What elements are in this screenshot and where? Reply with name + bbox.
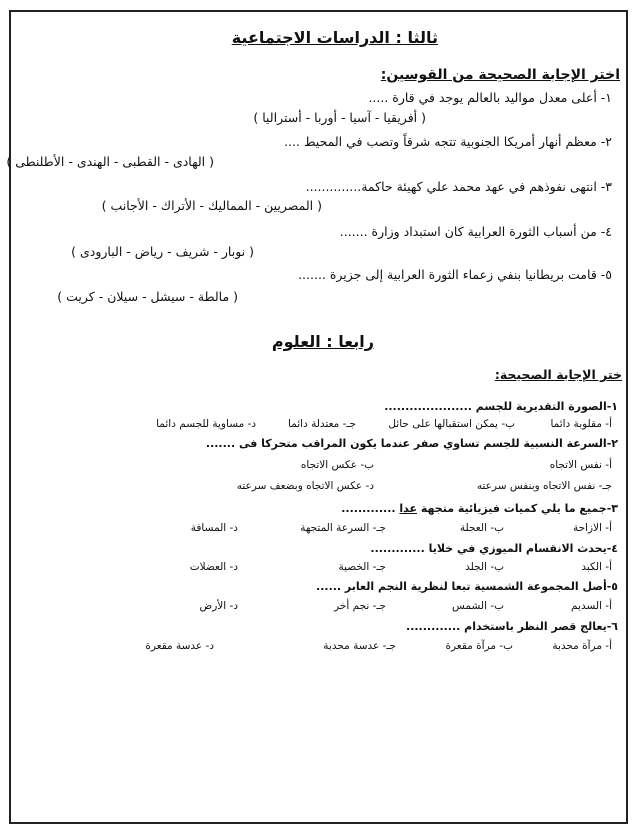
science-q5-option-a: أ- السديم — [571, 600, 612, 612]
science-q1-option-b: ب- يمكن استقبالها على حائل — [388, 418, 515, 430]
science-question-1: ١-الصورة التقديرية للجسم ..................... — [384, 400, 618, 413]
social-question-4: ٤- من أسباب الثورة العرابية كان استبداد وزارة ....... — [339, 224, 612, 239]
science-question-6: ٦-يعالج قصر النظر باستخدام ............. — [406, 620, 618, 633]
social-choices-3: ( المصريين - المماليك - الأتراك - الأجانب ) — [101, 198, 322, 213]
social-question-1: ١- أعلى معدل مواليد بالعالم يوجد في قارة ..... — [368, 90, 612, 105]
science-q3-option-d: د- المسافة — [190, 522, 238, 534]
science-q4-option-a: أ- الكبد — [581, 561, 612, 573]
science-question-3-text: ٣-جميع ما يلي كميات فيزيائية متجهة — [417, 502, 618, 515]
social-question-2: ٢- معظم أنهار أمريكا الجنوبية تتجه شرقاً وتصب في المحيط .... — [284, 134, 612, 149]
science-q5-option-c: جـ- نجم أخر — [334, 600, 386, 612]
social-question-5: ٥- قامت بريطانيا بنفي زعماء الثورة العرابية إلى جزيرة ....... — [298, 267, 612, 282]
science-q4-option-c: جـ- الخصية — [338, 561, 386, 573]
science-q6-option-c: جـ- عدسة محدبة — [323, 640, 396, 652]
science-question-3-dots: ............. — [341, 502, 400, 515]
science-question-5: ٥-أصل المجموعة الشمسية تبعا لنظرية النجم العابر ...... — [316, 580, 618, 593]
science-q1-option-d: د- مساوية للجسم دائما — [156, 418, 256, 430]
social-choices-5: ( مالطة - سيشل - سيلان - كريت ) — [57, 289, 238, 304]
science-q6-option-b: ب- مرآة مقعرة — [445, 640, 513, 652]
science-q2-option-c: جـ- نفس الاتجاه وبنفس سرعته — [476, 480, 612, 492]
social-studies-title: ثالثا : الدراسات الاجتماعية — [231, 28, 438, 47]
science-q5-option-b: ب- الشمس — [452, 600, 504, 612]
science-question-4: ٤-يحدث الانقسام الميوزي في خلايا ............. — [370, 542, 618, 555]
science-q4-option-d: د- العضلات — [189, 561, 238, 573]
science-question-2: ٢-السرعة النسبية للجسم تساوي صفر عندما يكون المراقب متحركا فى ....... — [205, 437, 618, 450]
science-q2-option-a: أ- نفس الاتجاه — [549, 459, 612, 471]
science-q3-option-c: جـ- السرعة المتجهة — [300, 522, 386, 534]
science-question-3 — [341, 502, 618, 515]
science-q2-option-b: ب- عكس الاتجاه — [300, 459, 374, 471]
worksheet-page — [6, 10, 628, 824]
social-question-3: ٣- انتهى نفوذهم في عهد محمد علي كهيئة حاكمة.............. — [305, 179, 612, 194]
science-instruction: ختر الإجابة الصحيحة: — [494, 367, 622, 382]
social-choices-4: ( نوبار - شريف - رياض - البارودى ) — [71, 244, 254, 259]
science-q3-option-b: ب- العجلة — [459, 522, 504, 534]
science-q6-option-d: د- عدسة مقعرة — [145, 640, 214, 652]
science-q2-option-d: د- عكس الاتجاه وبضعف سرعته — [236, 480, 374, 492]
science-q3-option-a: أ- الازاحة — [572, 522, 612, 534]
science-q6-option-a: أ- مرآة محدبة — [552, 640, 612, 652]
social-choices-2: ( الهادى - القطبى - الهندى - الأطلنطى ) — [6, 154, 214, 169]
science-title: رابعا : العلوم — [271, 332, 374, 351]
social-choices-1: ( أفريقيا - آسيا - أوربا - أستراليا ) — [253, 110, 426, 125]
science-q1-option-c: جـ- معتدلة دائما — [287, 418, 356, 430]
science-q4-option-b: ب- الجلد — [465, 561, 504, 573]
social-instruction: اختر الإجابة الصحيحة من القوسين: — [380, 67, 620, 83]
science-q1-option-a: أ- مقلوبة دائما — [550, 418, 612, 430]
science-question-3-underlined: عدا — [399, 502, 418, 515]
science-q5-option-d: د- الأرض — [199, 600, 238, 612]
